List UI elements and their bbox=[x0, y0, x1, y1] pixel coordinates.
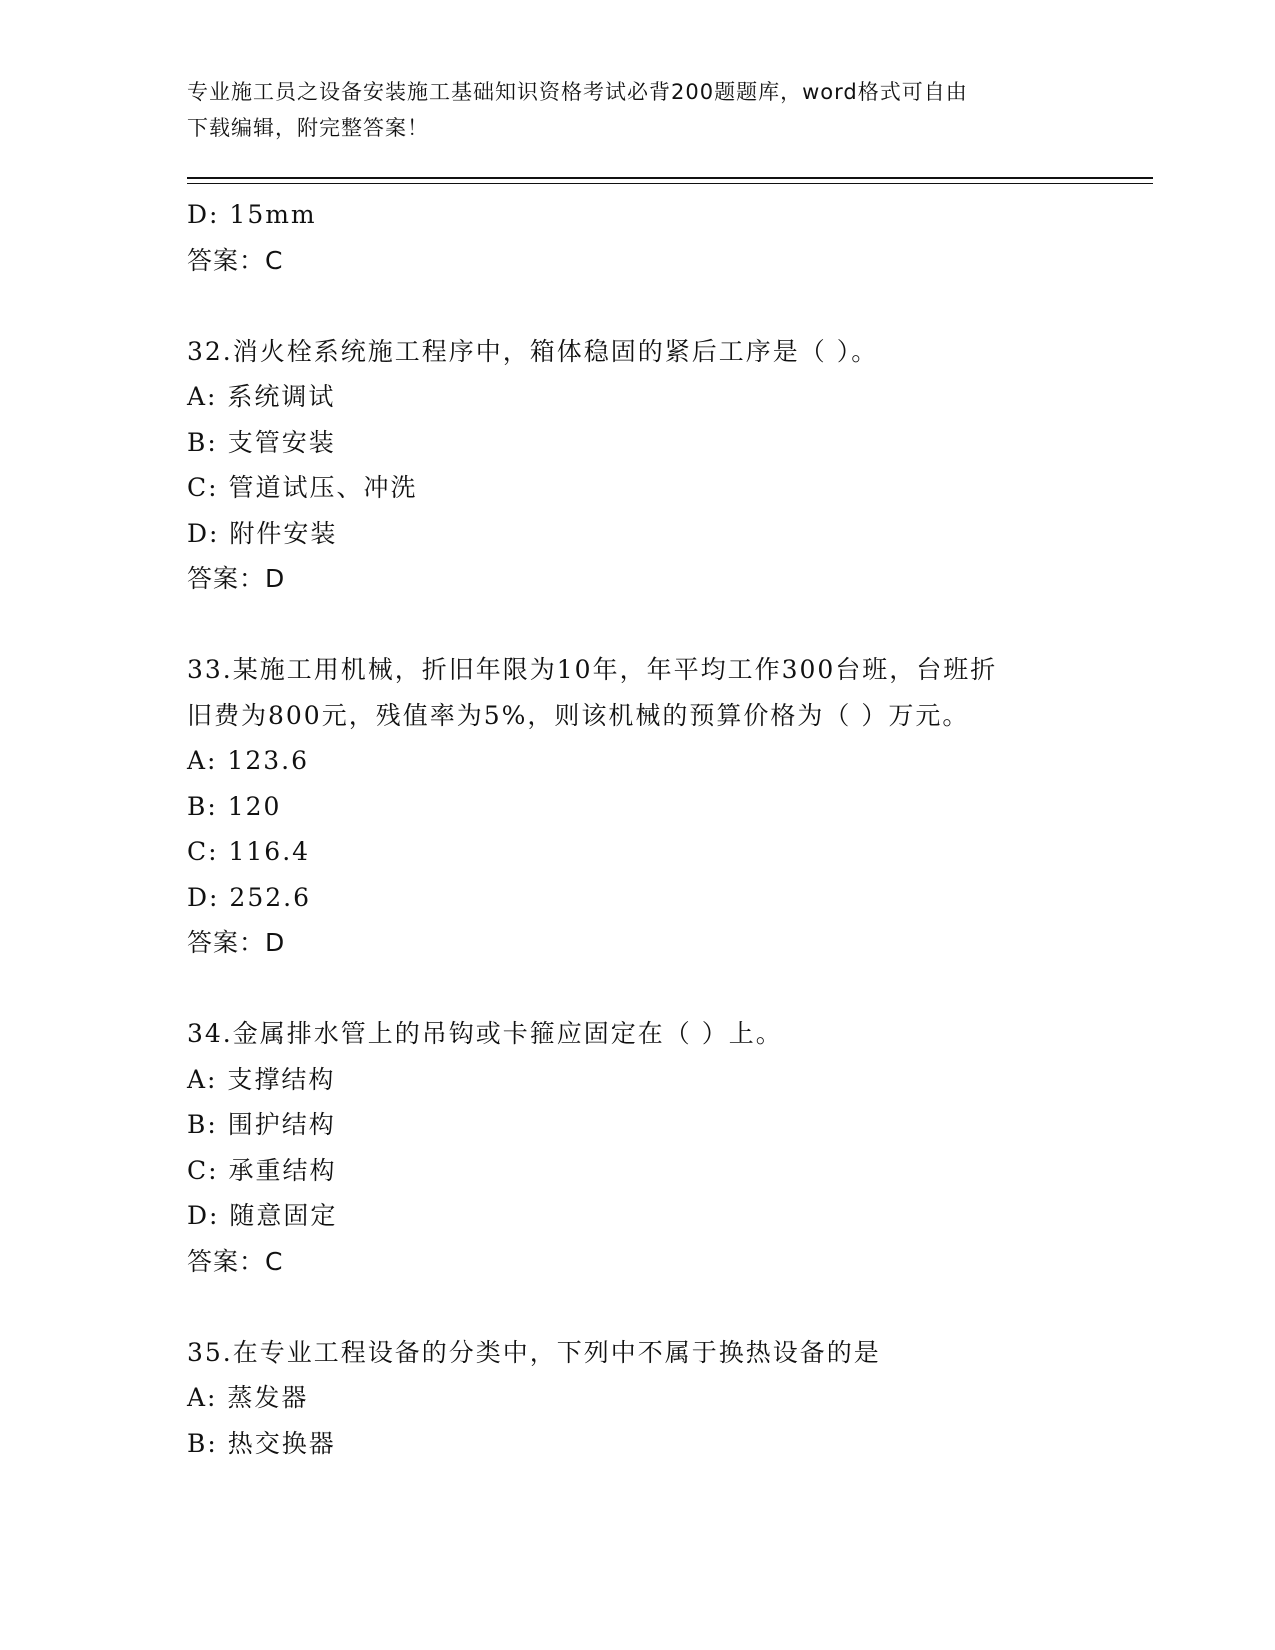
option-b: B: 120 bbox=[187, 791, 282, 821]
spacer bbox=[187, 283, 1087, 329]
option-a: A: 123.6 bbox=[187, 746, 309, 775]
header-line-1: 专业施工员之设备安装施工基础知识资格考试必背200题题库，word格式可自由 bbox=[187, 80, 968, 104]
question-32 bbox=[187, 329, 1087, 602]
question-title-line-2: 旧费为800元，残值率为5%，则该机械的预算价格为（ ）万元。 bbox=[187, 700, 970, 730]
prev-option-d: D: 15mm bbox=[187, 200, 317, 229]
question-34 bbox=[187, 1011, 1087, 1284]
option-c: C: 116.4 bbox=[187, 837, 311, 866]
question-35 bbox=[187, 1330, 1087, 1467]
question-title: 32.消火栓系统施工程序中，箱体稳固的紧后工序是（ ）。 bbox=[187, 336, 879, 366]
spacer bbox=[187, 1284, 1087, 1330]
option-a: A: 系统调试 bbox=[187, 382, 336, 411]
spacer bbox=[187, 966, 1087, 1012]
answer: 答案：C bbox=[187, 1246, 284, 1276]
question-title-line-1: 33.某施工用机械，折旧年限为10年，年平均工作300台班，台班折 bbox=[187, 655, 998, 684]
header-rule-thick bbox=[187, 177, 1153, 179]
option-b: B: 支管安装 bbox=[187, 427, 336, 457]
header-line-2: 下载编辑，附完整答案！ bbox=[187, 116, 429, 140]
question-title: 35.在专业工程设备的分类中，下列中不属于换热设备的是 bbox=[187, 1337, 881, 1367]
option-b: B: 围护结构 bbox=[187, 1110, 336, 1139]
option-b: B: 热交换器 bbox=[187, 1428, 336, 1458]
option-a: A: 支撑结构 bbox=[187, 1064, 336, 1094]
option-d: D: 随意固定 bbox=[187, 1201, 338, 1230]
option-d: D: 附件安装 bbox=[187, 518, 338, 548]
page-header bbox=[187, 74, 1067, 146]
answer: 答案：D bbox=[187, 928, 286, 957]
question-33 bbox=[187, 647, 1087, 966]
prev-answer: 答案：C bbox=[187, 245, 284, 275]
header-rule-thin bbox=[187, 183, 1153, 184]
option-a: A: 蒸发器 bbox=[187, 1383, 309, 1412]
question-content bbox=[187, 192, 1087, 1466]
option-c: C: 承重结构 bbox=[187, 1155, 337, 1185]
option-c: C: 管道试压、冲洗 bbox=[187, 473, 418, 502]
option-d: D: 252.6 bbox=[187, 882, 311, 912]
spacer bbox=[187, 602, 1087, 648]
answer: 答案：D bbox=[187, 564, 286, 593]
question-title: 34.金属排水管上的吊钩或卡箍应固定在（ ）上。 bbox=[187, 1019, 783, 1048]
